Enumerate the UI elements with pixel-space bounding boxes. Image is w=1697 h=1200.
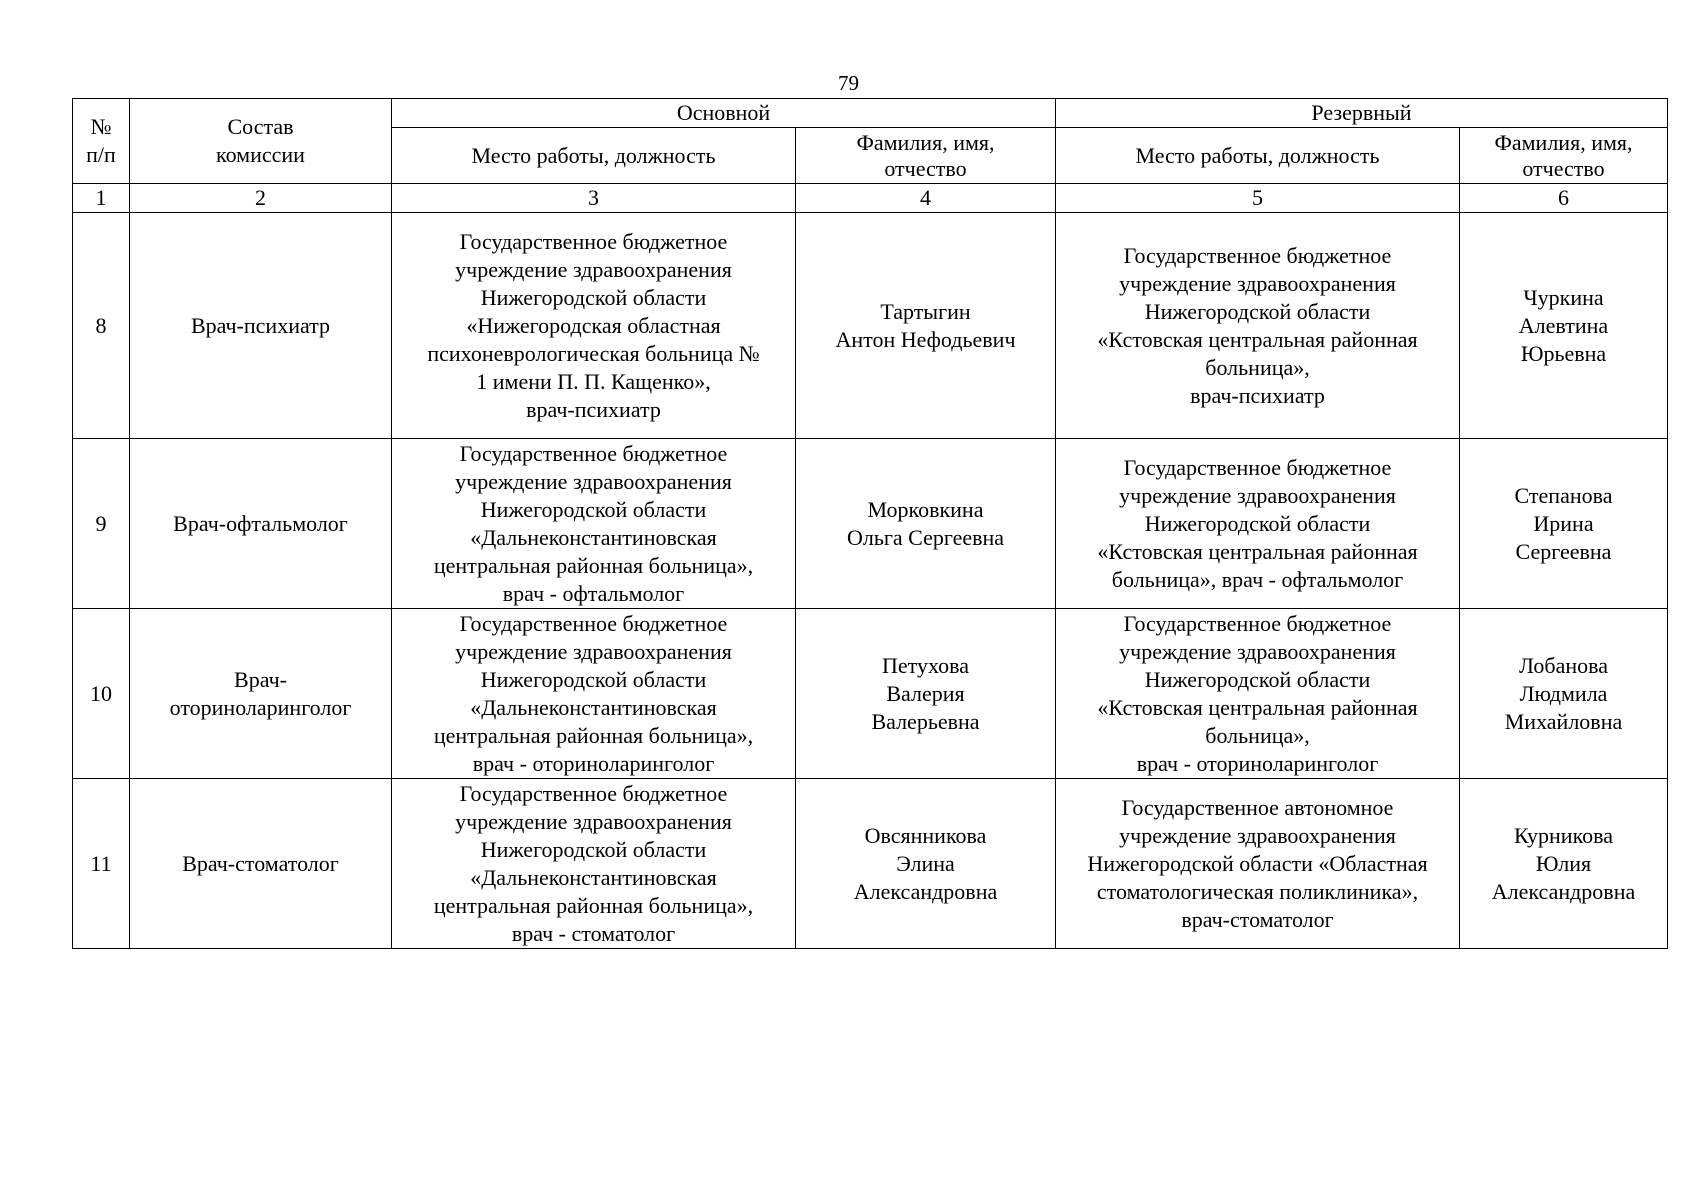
column-number: 2 xyxy=(130,184,392,213)
header-num: № п/п xyxy=(73,99,130,184)
table-row xyxy=(73,609,1668,779)
reserve-name-cell: Лобанова Людмила Михайловна xyxy=(1460,609,1668,779)
table-row xyxy=(73,439,1668,609)
header-reserve: Резервный xyxy=(1056,99,1668,128)
role-cell: Врач-офтальмолог xyxy=(130,439,392,609)
row-number: 8 xyxy=(73,213,130,439)
reserve-workplace-cell: Государственное бюджетное учреждение здравоохранения Нижегородской области «Кстовская центральная районная больница», врач - оториноларинголог xyxy=(1056,609,1460,779)
header-main: Основной xyxy=(392,99,1056,128)
commission-table xyxy=(72,98,1668,949)
table-row xyxy=(73,213,1668,439)
column-number: 6 xyxy=(1460,184,1668,213)
reserve-workplace-cell: Государственное бюджетное учреждение здравоохранения Нижегородской области «Кстовская центральная районная больница», врач-психиатр xyxy=(1056,213,1460,439)
column-number: 1 xyxy=(73,184,130,213)
table-row xyxy=(73,779,1668,949)
page-number: 79 xyxy=(838,71,859,95)
row-number: 10 xyxy=(73,609,130,779)
reserve-name-cell: Курникова Юлия Александровна xyxy=(1460,779,1668,949)
role-cell: Врач- оториноларинголог xyxy=(130,609,392,779)
main-workplace-cell: Государственное бюджетное учреждение здравоохранения Нижегородской области «Нижегородская областная психоневрологическая больница № 1 имени П. П. Кащенко», врач-психиатр xyxy=(392,213,796,439)
column-number: 5 xyxy=(1056,184,1460,213)
role-cell: Врач-психиатр xyxy=(130,213,392,439)
header-main-workplace: Место работы, должность xyxy=(392,128,796,184)
row-number: 11 xyxy=(73,779,130,949)
reserve-workplace-cell: Государственное автономное учреждение здравоохранения Нижегородской области «Областная стоматологическая поликлиника», врач-стоматолог xyxy=(1056,779,1460,949)
reserve-name-cell: Чуркина Алевтина Юрьевна xyxy=(1460,213,1668,439)
column-number: 3 xyxy=(392,184,796,213)
main-name-cell: Петухова Валерия Валерьевна xyxy=(796,609,1056,779)
main-name-cell: Морковкина Ольга Сергеевна xyxy=(796,439,1056,609)
main-workplace-cell: Государственное бюджетное учреждение здравоохранения Нижегородской области «Дальнеконстантиновская центральная районная больница», врач - офтальмолог xyxy=(392,439,796,609)
main-name-cell: Тартыгин Антон Нефодьевич xyxy=(796,213,1056,439)
reserve-workplace-cell: Государственное бюджетное учреждение здравоохранения Нижегородской области «Кстовская центральная районная больница», врач - офтальмолог xyxy=(1056,439,1460,609)
role-cell: Врач-стоматолог xyxy=(130,779,392,949)
main-workplace-cell: Государственное бюджетное учреждение здравоохранения Нижегородской области «Дальнеконстантиновская центральная районная больница», врач - стоматолог xyxy=(392,779,796,949)
header-reserve-name: Фамилия, имя, отчество xyxy=(1460,128,1668,184)
row-number: 9 xyxy=(73,439,130,609)
main-workplace-cell: Государственное бюджетное учреждение здравоохранения Нижегородской области «Дальнеконстантиновская центральная районная больница», врач - оториноларинголог xyxy=(392,609,796,779)
reserve-name-cell: Степанова Ирина Сергеевна xyxy=(1460,439,1668,609)
main-name-cell: Овсянникова Элина Александровна xyxy=(796,779,1056,949)
header-reserve-workplace: Место работы, должность xyxy=(1056,128,1460,184)
header-main-name: Фамилия, имя, отчество xyxy=(796,128,1056,184)
column-number: 4 xyxy=(796,184,1056,213)
header-composition: Состав комиссии xyxy=(130,99,392,184)
